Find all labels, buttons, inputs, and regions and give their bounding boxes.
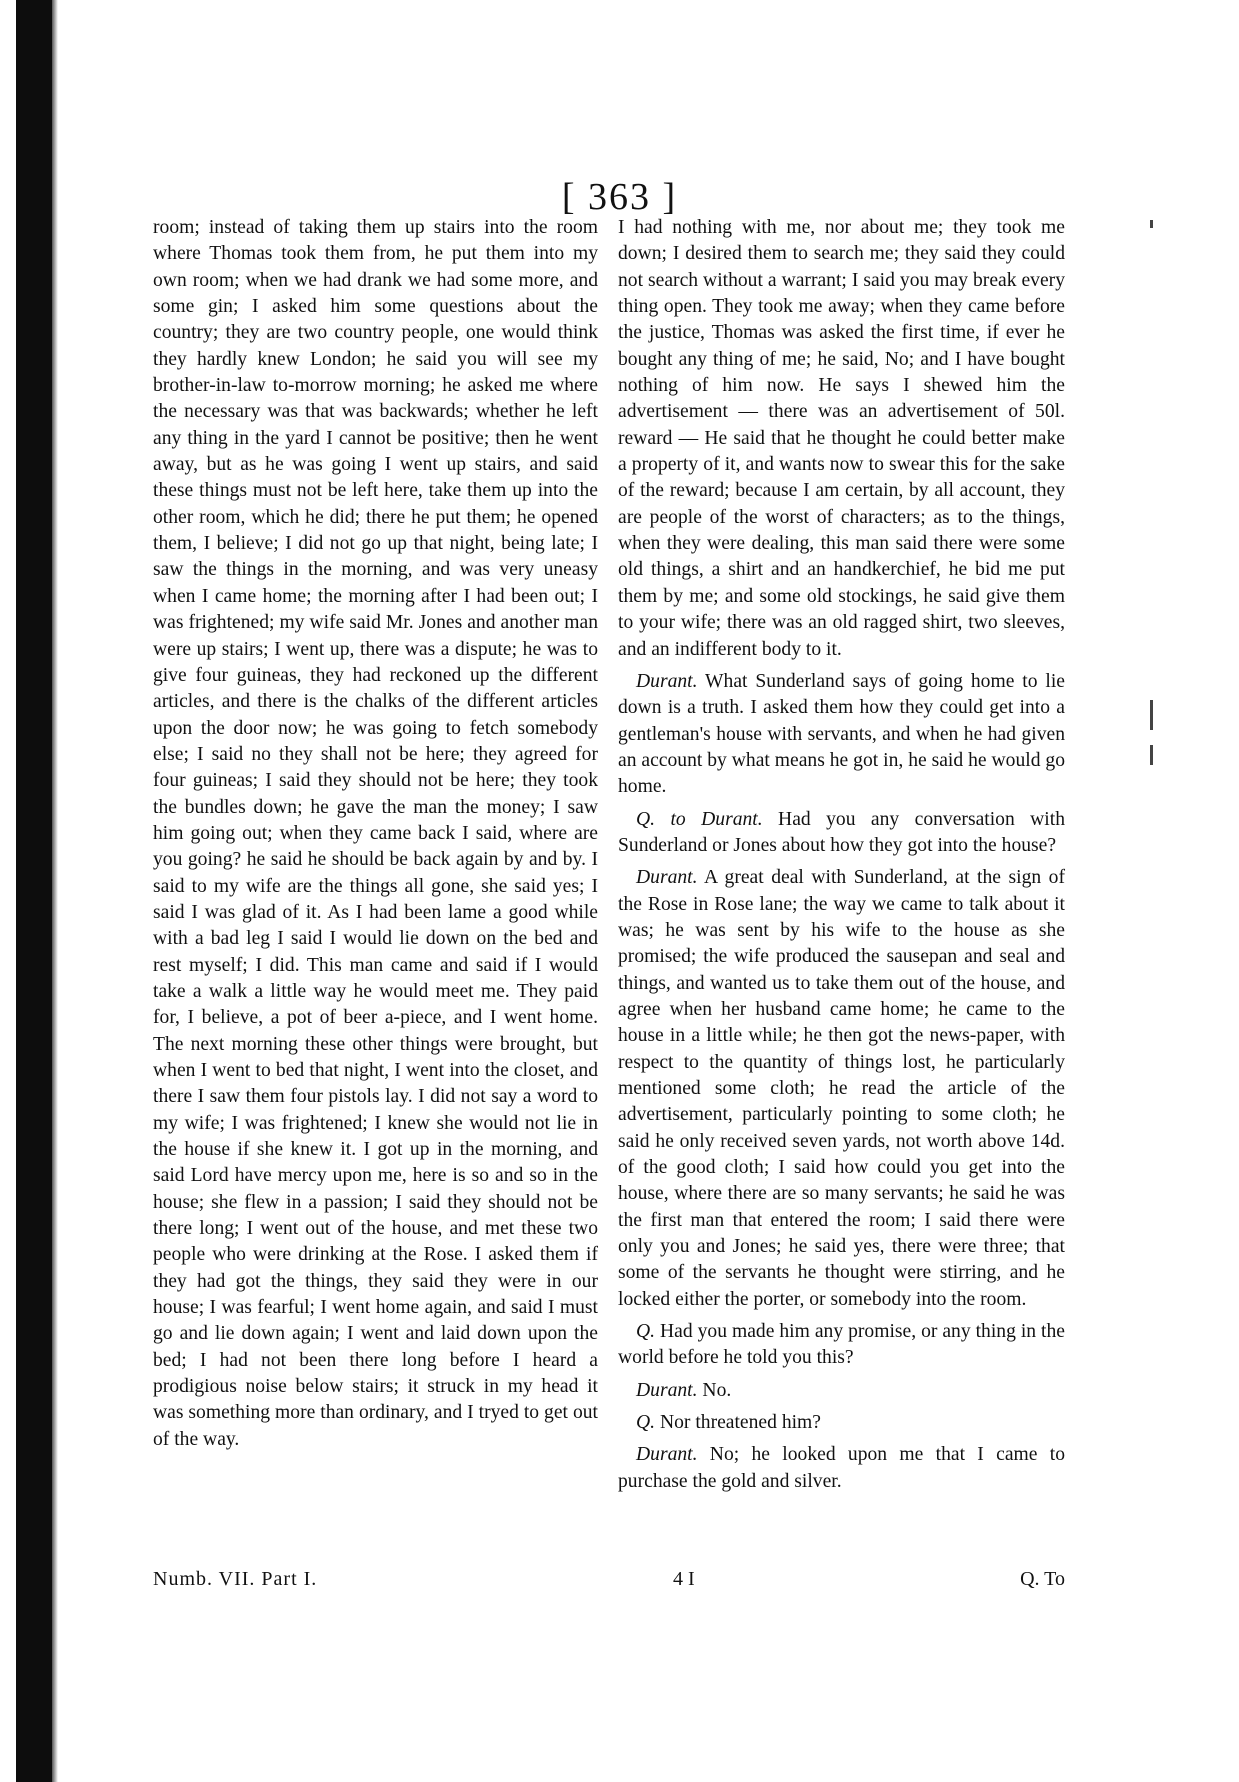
right-paragraph [618,669,1065,801]
speaker-label: Q. to Durant. [636,808,763,830]
paragraph-text: I had nothing with me, nor about me; they took me down; I desired them to search me; they said they could not search without a warrant; I said you may break every thing open. They took me away; when they came before the justice, Thomas was asked the first time, if ever he bought any thing of me; he said, No; and I have bought nothing of him now. He says I shewed him the advertisement — there was an advertisement of 50l. reward — He said that he thought he could better make a property of it, and wants now to swear this for the sake of the reward; because I am certain, by all account, they are people of the worst of characters; as to the things, when they were dealing, this man said there were some old things, a shirt and an handkerchief, he bid me put them by me; and some old stockings, he said give them to your wife; there was an old ragged shirt, two sleeves, and an indifferent body to it. [618,217,1065,660]
left-column [153,215,598,1453]
speaker-label: Durant. [636,670,698,692]
scan-speck [1150,700,1153,730]
right-paragraph [618,215,1065,663]
right-paragraph [618,1442,1065,1495]
right-paragraph [618,865,1065,1313]
page-edge-fade [52,0,58,1782]
folio-mark: 4 I [673,1568,695,1590]
left-paragraph: room; instead of taking them up stairs into the room where Thomas took them from, he put them into my own room; when we had drank we had some more, and some gin; I asked him some questions about the country; they are two country people, one would think they hardly knew London; he said you will see my brother-in-law to-morrow morning; he asked me where the necessary was that was backwards; whether he left any thing in the yard I cannot be positive; then he went away, but as he was going I went up stairs, and said these things must not be left here, take them up into the other room, which he did; there he put them; he opened them, I believe; I did not go up that night, being late; I saw the things in the morning, and was very uneasy when I came home; the morning after I had been out; I was frightened; my wife said Mr. Jones and another man were up stairs; I went up, there was a dispute; he was to give four guineas, they had reckoned up the different articles, and there is the chalks of the different articles upon the door now; he was going to fetch somebody else; I said no they shall not be here; they agreed for four guineas; I said they should not be here; they took the bundles down; he gave the man the money; I saw him going out; when they came back I said, where are you going? he said he should be back again by and by. I said to my wife are the things all gone, she said yes; I said I was glad of it. As I had been lame a good while with a bad leg I said I would lie down on the bed and rest myself; I did. This man came and said if I would take a walk a little way he would meet me. They paid for, I believe, a pot of beer a-piece, and I went home. The next morning these other things were brought, but when I went to bed that night, I went into the closet, and there I saw them four pistols lay. I did not say a word to my wife; I was frightened; I knew she would not lie in the house if she knew it. I got up in the morning, and said Lord have mercy upon me, here is so and so in the house; she flew in a passion; I said they should not be there long; I went out of the house, and met these two people who were drinking at the Rose. I asked them if they had got the things, they said they were in our house; I was fearful; I went home again, and said I must go and lie down again; I went and laid down upon the bed; I had not been there long before I heard a prodigious noise below stairs; it struck in my head it was something more than ordinary, and I tryed to get out of the way. [153,217,598,1450]
right-paragraph [618,1319,1065,1372]
right-paragraph [618,1410,1065,1436]
paragraph-text: Had you any conversation with Sunderland or Jones about how they got into the house? [618,808,1065,856]
speaker-label: Q. [636,1412,656,1434]
catchword: Q. To [1020,1568,1065,1590]
paragraph-text: What Sunderland says of going home to lie down is a truth. I asked them how they could get into a gentleman's house with servants, and when he had given an account by what means he got in, he said he would go home. [618,670,1065,798]
right-column [618,215,1065,1495]
scan-speck [1150,220,1153,228]
scan-speck [1150,745,1153,765]
paragraph-text: Had you made him any promise, or any thing in the world before he told you this? [618,1321,1065,1369]
signature-mark: Numb. VII. Part I. [153,1568,318,1590]
page-footer [153,1568,1065,1598]
page-number: [ 363 ] [561,176,678,218]
right-paragraph [618,1378,1065,1404]
speaker-label: Durant. [636,1379,698,1401]
paragraph-text: A great deal with Sunderland, at the sign of the Rose in Rose lane; the way we came to talk about it was; he was sent by his wife to the house as she promised; the wife produced the sausepan and seal and things, and wanted us to take them out of the house, and agree when her husband came home; he came to the house in a little while; he then got the news-paper, with respect to the quantity of things lost, he particularly mentioned some cloth; he read the article of the advertisement, particularly pointing to some cloth; he said he only received seven yards, not worth above 14d. of the good cloth; I said how could you get into the house, where there are so many servants; he said he was the first man that entered the room; I said there were only you and Jones; he said yes, there were three; that some of the servants he thought were stirring, and he locked either the porter, or somebody into the room. [618,867,1065,1310]
speaker-label: Durant. [636,867,698,889]
speaker-label: Durant. [636,1444,698,1466]
paragraph-text: No; he looked upon me that I came to purchase the gold and silver. [618,1444,1065,1492]
paragraph-text: Nor threatened him? [655,1412,821,1434]
paragraph-text: No. [697,1379,732,1401]
right-paragraph [618,807,1065,860]
page-edge-shadow [16,0,52,1782]
speaker-label: Q. [636,1321,656,1343]
